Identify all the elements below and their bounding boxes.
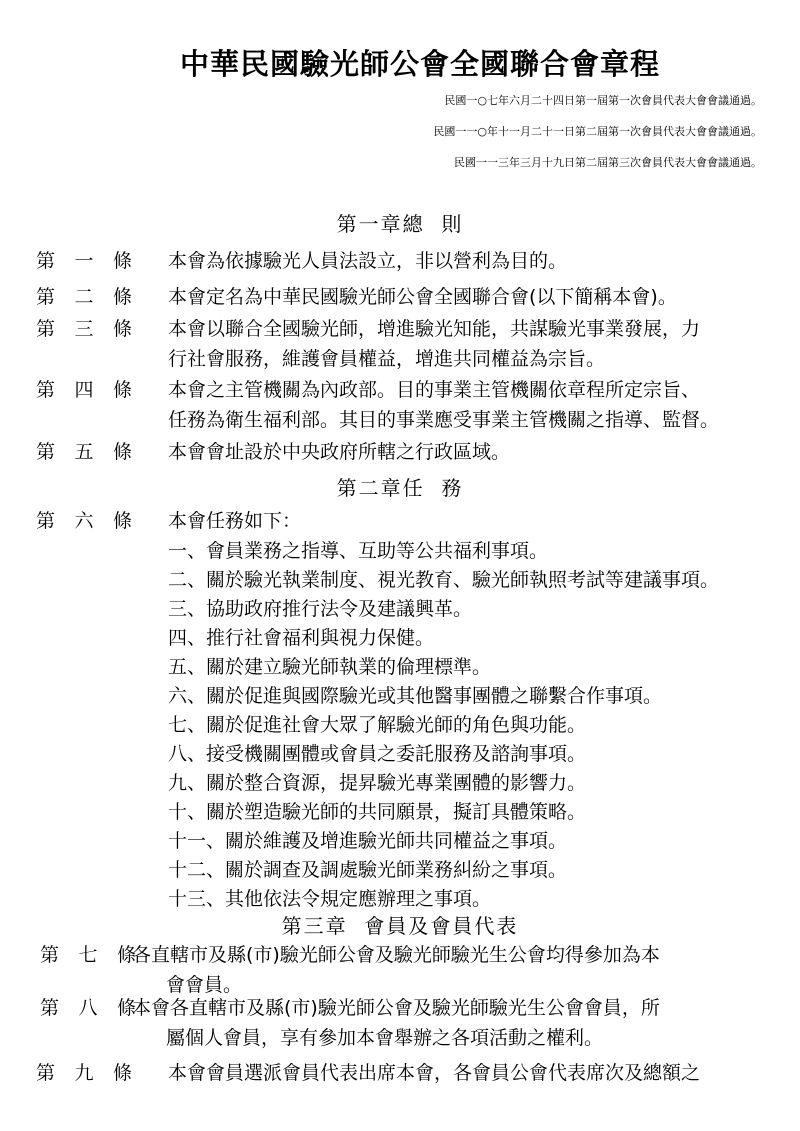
article-line: 本會之主管機關為內政部。目的事業主管機關依章程所定宗旨、	[168, 379, 701, 401]
article-line: 本會各直轄市及縣(市)驗光師公會及驗光師驗光生公會會員，所	[132, 997, 660, 1019]
article-line: 本會任務如下：	[168, 510, 302, 532]
task-item: 七、關於促進社會大眾了解驗光師的角色與功能。	[168, 714, 587, 736]
article-text	[168, 1058, 776, 1088]
article-line: 各直轄市及縣(市)驗光師公會及驗光師驗光生公會均得參加為本	[132, 944, 660, 966]
label-char: 條	[112, 286, 132, 308]
article-line: 本會會址設於中央政府所轄之行政區域。	[168, 441, 511, 463]
label-char: 第	[40, 997, 60, 1019]
task-item: 十三、其他依法令規定應辦理之事項。	[168, 888, 492, 910]
document-title: 中華民國驗光師公會全國聯合會章程	[179, 47, 660, 81]
article-label	[36, 506, 132, 536]
task-item: 十、關於塑造驗光師的共同願景，擬訂具體策略。	[168, 801, 587, 823]
article-line: 本會為依據驗光人員法設立，非以營利為目的。	[168, 250, 568, 272]
task-item: 二、關於驗光執業制度、視光教育、驗光師執照考試等建議事項。	[168, 569, 720, 591]
article-text	[132, 993, 780, 1053]
label-char: 第	[36, 379, 56, 401]
article-label	[36, 437, 132, 467]
label-char: 條	[116, 997, 136, 1019]
article-label	[36, 375, 132, 405]
label-char: 條	[112, 318, 132, 340]
article-5	[36, 437, 776, 467]
article-label	[40, 940, 136, 970]
label-char: 三	[74, 318, 94, 340]
adoption-dates	[433, 92, 762, 185]
article-label	[36, 1058, 132, 1088]
task-item: 六、關於促進與國際驗光或其他醫事團體之聯繫合作事項。	[168, 685, 663, 707]
adoption-date: 民國一○七年六月二十四日第一屆第一次會員代表大會會議通過。	[444, 94, 762, 107]
task-item: 九、關於整合資源，提昇驗光專業團體的影響力。	[168, 772, 587, 794]
label-char: 第	[36, 510, 56, 532]
label-char: 條	[112, 250, 132, 272]
article-text	[132, 940, 780, 1000]
label-char: 第	[36, 441, 56, 463]
article-line: 會會員。	[166, 974, 243, 996]
article-line: 任務為衛生福利部。其目的事業應受事業主管機關之指導、監督。	[168, 409, 720, 431]
article-9	[36, 1058, 776, 1088]
task-item: 五、關於建立驗光師執業的倫理標準。	[168, 656, 492, 678]
article-line: 本會會員選派會員代表出席本會，各會員公會代表席次及總額之	[168, 1062, 701, 1084]
article-1	[36, 246, 776, 276]
label-char: 第	[40, 944, 60, 966]
label-char: 第	[36, 286, 56, 308]
label-char: 九	[74, 1062, 94, 1084]
adoption-date: 民國一一三年三月十九日第二屆第三次會員代表大會會議通過。	[454, 156, 762, 169]
article-label	[40, 993, 136, 1023]
article-4	[36, 375, 776, 435]
label-char: 條	[112, 1062, 132, 1084]
label-char: 第	[36, 318, 56, 340]
chapter-heading-3: 第三章 會員及會員代表	[281, 914, 519, 938]
label-char: 條	[112, 441, 132, 463]
article-text	[168, 437, 776, 467]
label-char: 條	[112, 379, 132, 401]
article-line: 本會定名為中華民國驗光師公會全國聯合會(以下簡稱本會)。	[168, 286, 677, 308]
article-3	[36, 314, 776, 374]
task-item: 八、接受機關團體或會員之委託服務及諮詢事項。	[168, 743, 587, 765]
label-char: 五	[74, 441, 94, 463]
article-text	[168, 282, 776, 312]
article-text	[168, 314, 776, 374]
article-text	[168, 375, 776, 435]
article-line: 行社會服務，維護會員權益，增進共同權益為宗旨。	[168, 348, 606, 370]
chapter-heading-2: 第二章任 務	[336, 476, 464, 500]
article-text	[168, 506, 776, 536]
article-line: 本會以聯合全國驗光師，增進驗光知能，共謀驗光事業發展，力	[168, 318, 701, 340]
label-char: 六	[74, 510, 94, 532]
article-label	[36, 314, 132, 344]
article-6	[36, 506, 776, 536]
label-char: 二	[74, 286, 94, 308]
adoption-date: 民國一一○年十一月二十一日第二屆第一次會員代表大會會議通過。	[433, 125, 762, 138]
task-item: 十一、關於維護及增進驗光師共同權益之事項。	[168, 830, 568, 852]
label-char: 條	[116, 944, 136, 966]
article-label	[36, 282, 132, 312]
label-char: 四	[74, 379, 94, 401]
article-text	[168, 246, 776, 276]
article-line: 屬個人會員，享有參加本會舉辦之各項活動之權利。	[166, 1027, 604, 1049]
article-2	[36, 282, 776, 312]
article-7	[40, 940, 780, 1000]
label-char: 八	[78, 997, 98, 1019]
task-list	[168, 537, 719, 914]
article-label	[36, 246, 132, 276]
label-char: 七	[78, 944, 98, 966]
label-char: 一	[74, 250, 94, 272]
label-char: 第	[36, 250, 56, 272]
label-char: 第	[36, 1062, 56, 1084]
task-item: 三、協助政府推行法令及建議興革。	[168, 598, 473, 620]
task-item: 一、會員業務之指導、互助等公共福利事項。	[168, 540, 549, 562]
article-8	[40, 993, 780, 1053]
label-char: 條	[112, 510, 132, 532]
task-item: 四、推行社會福利與視力保健。	[168, 627, 435, 649]
chapter-heading-1: 第一章總 則	[336, 212, 464, 236]
task-item: 十二、關於調查及調處驗光師業務糾紛之事項。	[168, 859, 568, 881]
